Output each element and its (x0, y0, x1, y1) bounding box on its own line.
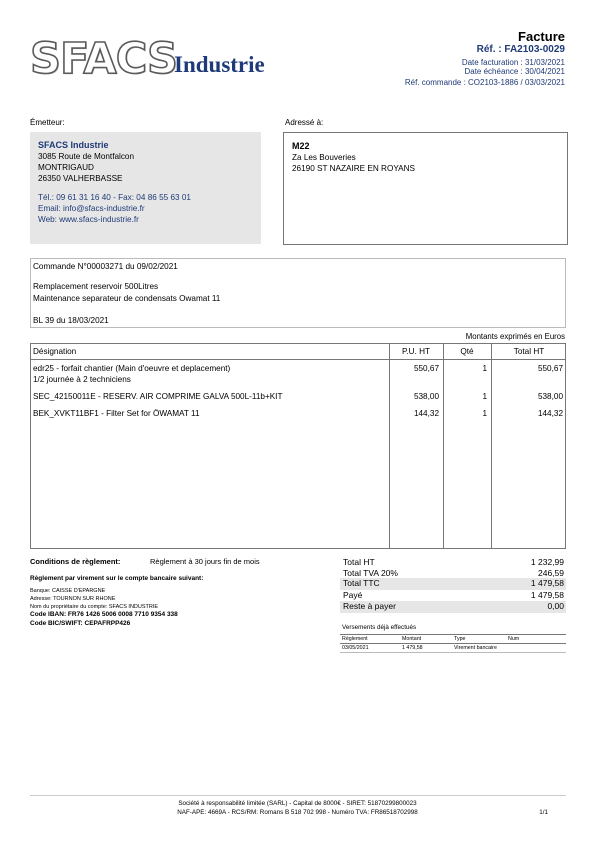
invoice-title: Facture (518, 29, 565, 44)
row-total: 538,00 (537, 392, 563, 401)
date-facturation: Date facturation : 31/03/2021 (461, 58, 565, 67)
date-echeance: Date échéance : 30/04/2021 (464, 67, 565, 76)
total-value: 1 479,58 (530, 578, 564, 588)
row-total: 550,67 (537, 364, 563, 373)
destinataire-label: Adressé à: (285, 118, 324, 127)
iban: Code IBAN: FR76 1426 5006 0008 7710 9354 338 (30, 611, 178, 618)
bank-name: Banque: CAISSE D'EPARGNE (30, 588, 106, 594)
row-designation: SEC_42150011E - RESERV. AIR COMPRIME GALVA 500L-11b+KIT (33, 392, 283, 401)
payments-table (340, 634, 566, 653)
total-ttc-row (340, 578, 566, 590)
destinataire-box (283, 132, 568, 245)
total-value: 0,00 (547, 601, 564, 611)
footer-line1: Société à responsabilité limitée (SARL) - Capital de 8000€ - SIRET: 51870299800023 (178, 800, 417, 807)
header-qty: Qté (460, 347, 474, 356)
payments-header-num: Num (508, 636, 520, 642)
total-label: Payé (343, 590, 363, 600)
row-designation: edr25 - forfait chantier (Main d'oeuvre et deplacement) (33, 364, 231, 373)
payment-date: 03/05/2021 (342, 645, 369, 651)
total-value: 246,59 (538, 568, 564, 578)
total-label: Total HT (343, 557, 375, 567)
emetteur-email: Email: info@sfacs-industrie.fr (38, 204, 145, 213)
ref-commande: Réf. commande : CO2103-1886 / 03/03/2021 (404, 78, 565, 87)
header-pu: P.U. HT (401, 347, 431, 356)
payments-header-type: Type (454, 636, 466, 642)
payment-type: Virement bancaire (454, 645, 497, 651)
payments-title: Versements déjà effectués (342, 624, 417, 631)
payments-header-reglement: Règlement (342, 636, 368, 642)
footer-divider (30, 795, 566, 796)
remaining-row (340, 601, 566, 613)
total-label: Reste à payer (343, 601, 396, 611)
virement-label: Règlement par virement sur le compte bancaire suivant: (30, 575, 204, 582)
row-total: 144,32 (537, 409, 563, 418)
emetteur-box (30, 132, 261, 244)
account-owner: Nom du propriétaire du compte: SFACS INDUSTRIE (30, 604, 159, 610)
delivery-note: BL 39 du 18/03/2021 (33, 316, 109, 325)
company-logo (30, 34, 290, 86)
logo-main-text: SFACS (30, 34, 178, 84)
row-designation: BEK_XVKT11BF1 - Filter Set for ÖWAMAT 11 (33, 409, 200, 418)
total-label: Total TVA 20% (343, 568, 398, 578)
logo-sub-text: Industrie (174, 52, 265, 77)
conditions-value: Règlement à 30 jours fin de mois (150, 557, 260, 566)
order-description2: Maintenance separateur de condensats Owamat 11 (33, 294, 221, 303)
row-pu: 550,67 (413, 364, 439, 373)
order-line: Commande N°00003271 du 09/02/2021 (33, 262, 178, 271)
page-number: 1/1 (539, 809, 548, 816)
header-designation: Désignation (33, 347, 77, 356)
destinataire-address1: Za Les Bouveries (292, 153, 356, 162)
row-pu: 538,00 (413, 392, 439, 401)
destinataire-address2: 26190 ST NAZAIRE EN ROYANS (292, 164, 416, 173)
total-value: 1 232,99 (530, 557, 564, 567)
bank-address: Adresse: TOURNON SUR RHONE (30, 596, 116, 602)
items-table (30, 343, 566, 549)
emetteur-label: Émetteur: (30, 118, 65, 127)
conditions-label: Conditions de règlement: (30, 557, 121, 566)
emetteur-phone: Tél.: 09 61 31 16 40 - Fax: 04 86 55 63 01 (38, 193, 191, 202)
total-value: 1 479,58 (530, 590, 564, 600)
row-pu: 144,32 (413, 409, 439, 418)
order-description: Remplacement reservoir 500Litres (33, 282, 159, 291)
row-qty: 1 (482, 409, 487, 418)
emetteur-name: SFACS Industrie (38, 140, 109, 150)
header-total: Total HT (513, 347, 545, 356)
footer-line2: NAF-APE: 4669A - RCS/RM: Romans B 518 702 998 - Numéro TVA: FR86518702998 (177, 809, 418, 816)
emetteur-address1: 3085 Route de Montfalcon (38, 152, 135, 161)
destinataire-name: M22 (292, 141, 310, 151)
row-qty: 1 (482, 364, 487, 373)
emetteur-address2: MONTRIGAUD (38, 163, 94, 172)
total-label: Total TTC (343, 578, 380, 588)
row-qty: 1 (482, 392, 487, 401)
bic: Code BIC/SWIFT: CEPAFRPP426 (30, 620, 131, 627)
invoice-ref: Réf. : FA2103-0029 (476, 44, 565, 55)
order-info-box (30, 258, 566, 328)
payments-header-montant: Montant (402, 636, 422, 642)
currency-note: Montants exprimés en Euros (465, 332, 565, 341)
payment-amount: 1 479,58 (402, 645, 423, 651)
emetteur-web: Web: www.sfacs-industrie.fr (38, 215, 139, 224)
row-designation-detail: 1/2 journée à 2 techniciens (33, 375, 131, 384)
emetteur-address3: 26350 VALHERBASSE (38, 174, 123, 183)
